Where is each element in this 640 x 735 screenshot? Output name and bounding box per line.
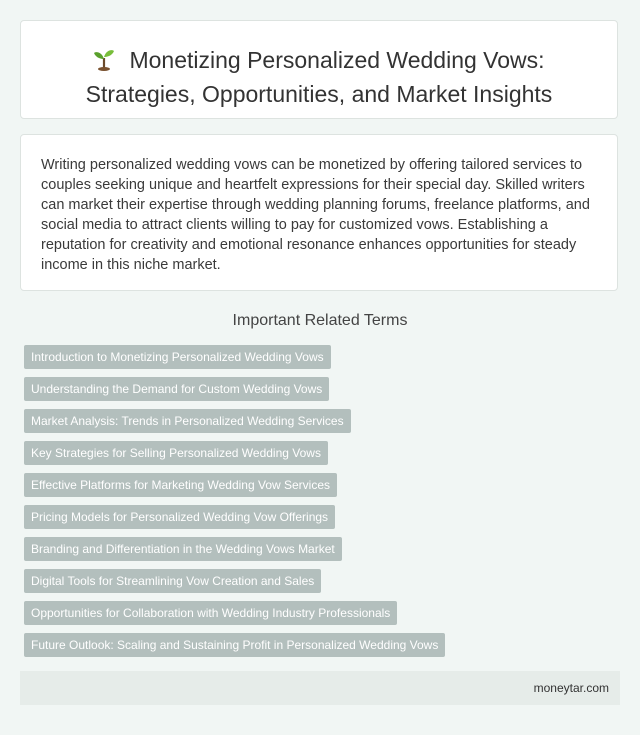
title-line-2: Strategies, Opportunities, and Market Insights [85,81,553,107]
term-tag[interactable]: Opportunities for Collaboration with Wedding Industry Professionals [24,601,397,625]
term-tag[interactable]: Effective Platforms for Marketing Wedding Vow Services [24,473,337,497]
related-terms-heading: Important Related Terms [232,312,408,329]
title-card [20,20,618,119]
title-line-1: Monetizing Personalized Wedding Vows: [129,47,545,73]
intro-paragraph: Writing personalized wedding vows can be monetized by offering tailored services to couples seeking unique and heartfelt expressions for their special day. Skilled writers can market their expertise through wedding planning forums, freelance platforms, and social media to attract clients willing to pay for customized vows. Establishing a reputation for creativity and emotional resonance enhances opportunities for steady income in this niche market. [41,157,590,273]
page-title [21,45,617,110]
term-tag[interactable]: Understanding the Demand for Custom Wedding Vows [24,377,329,401]
related-terms-list [24,345,614,665]
intro-card [20,134,618,291]
term-tag[interactable]: Introduction to Monetizing Personalized Wedding Vows [24,345,331,369]
footer [20,671,620,705]
site-name[interactable]: moneytar.com [533,681,609,695]
term-tag[interactable]: Key Strategies for Selling Personalized Wedding Vows [24,441,328,465]
term-tag[interactable]: Branding and Differentiation in the Wedding Vows Market [24,537,342,561]
term-tag[interactable]: Market Analysis: Trends in Personalized Wedding Services [24,409,351,433]
term-tag[interactable]: Future Outlook: Scaling and Sustaining Profit in Personalized Wedding Vows [24,633,445,657]
term-tag[interactable]: Digital Tools for Streamlining Vow Creation and Sales [24,569,321,593]
sprout-icon [93,47,115,79]
term-tag[interactable]: Pricing Models for Personalized Wedding Vow Offerings [24,505,335,529]
